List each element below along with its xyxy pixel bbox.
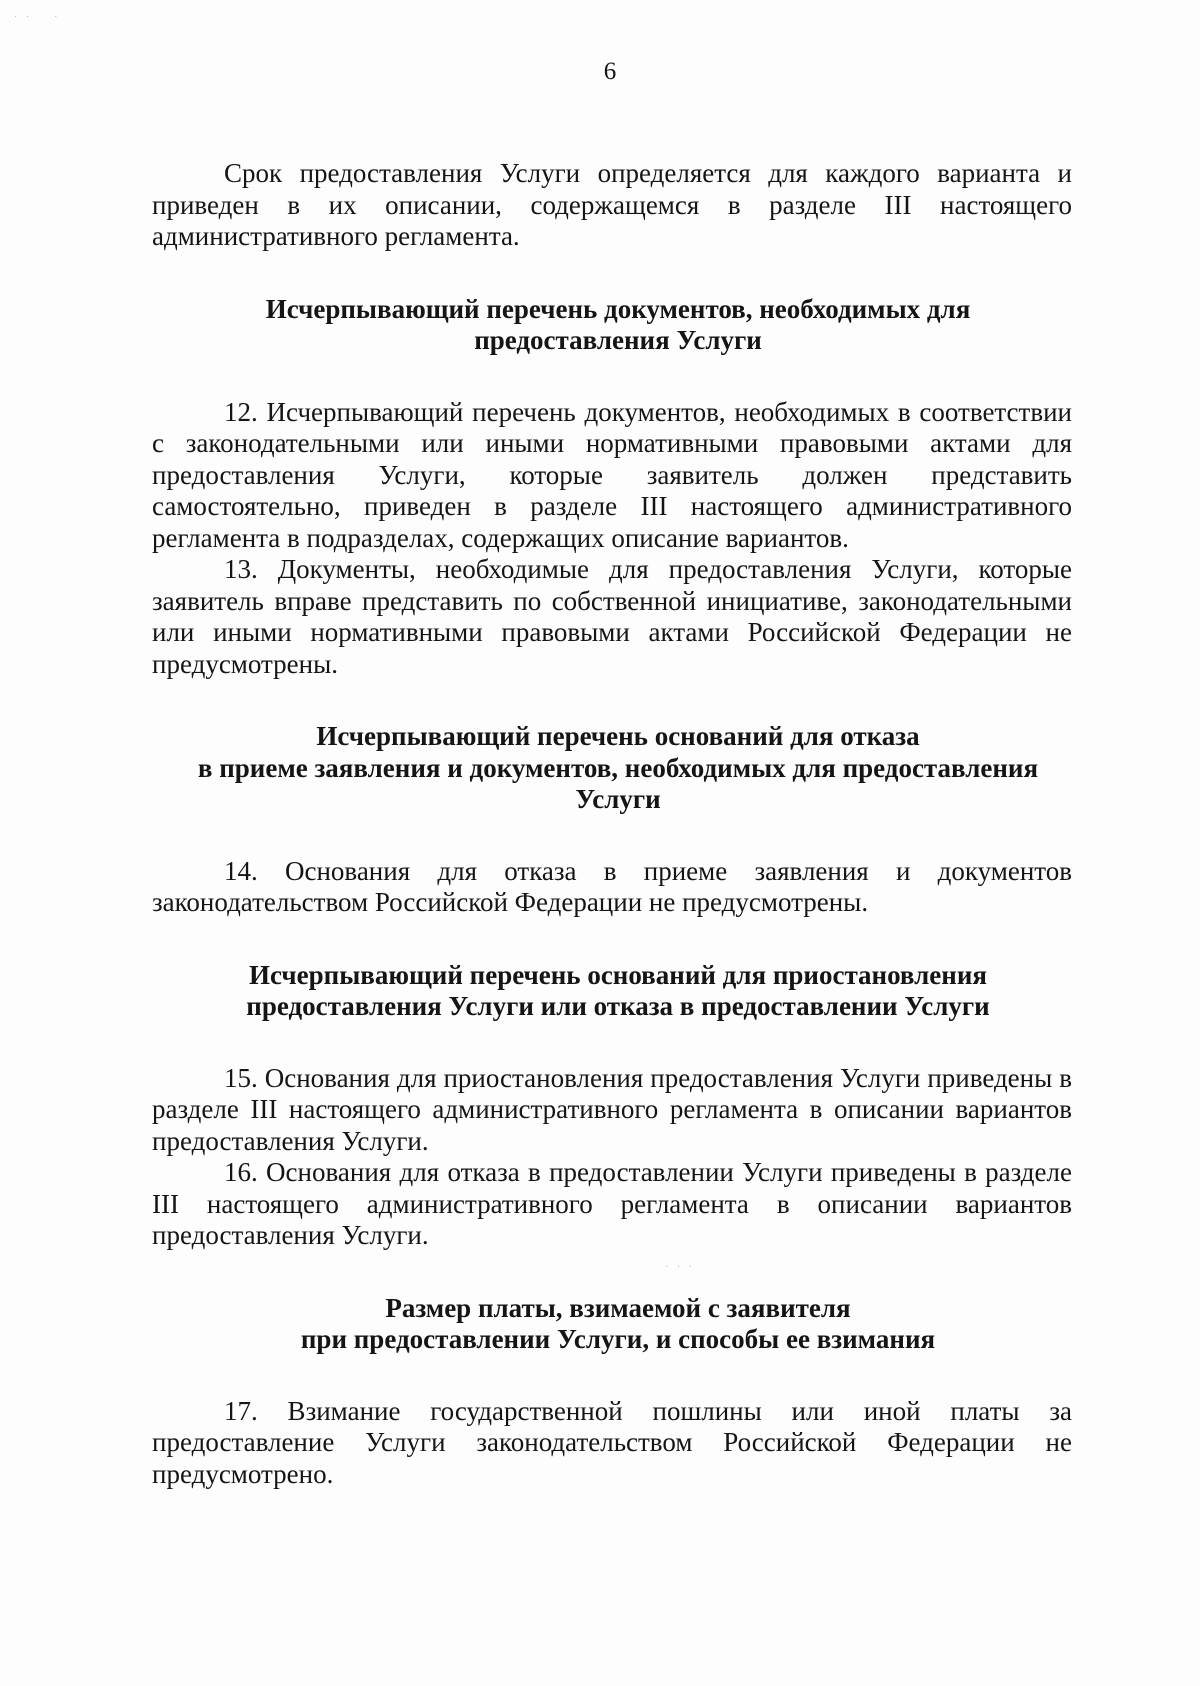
heading-line: предоставления Услуги или отказа в предоставлении Услуги bbox=[246, 991, 990, 1021]
heading-line: Исчерпывающий перечень оснований для отказа bbox=[316, 721, 920, 751]
heading-line: Исчерпывающий перечень документов, необходимых для bbox=[265, 293, 971, 324]
heading-line: в приеме заявления и документов, необходимых для предоставления bbox=[197, 752, 1039, 783]
heading-fee-amount bbox=[152, 1293, 1072, 1356]
paragraph-item-15: 15. Основания для приостановления предоставления Услуги приведены в разделе III настоящего административного регламента в описании вариантов предоставления Услуги. bbox=[152, 1062, 1072, 1156]
document-body bbox=[152, 158, 1072, 1490]
paragraph-item-16: 16. Основания для отказа в предоставлении Услуги приведены в разделе III настоящего административного регламента в описании вариантов предоставления Услуги. bbox=[152, 1157, 1072, 1250]
paragraph-service-term: Срок предоставления Услуги определяется для каждого варианта и приведен в их описании, содержащемся в разделе III настоящего административного регламента. bbox=[152, 158, 1072, 251]
paragraph-item-14: 14. Основания для отказа в приеме заявления и документов законодательством Российской Федерации не предусмотрены. bbox=[152, 855, 1072, 917]
heading-line: Исчерпывающий перечень оснований для приостановления bbox=[248, 959, 988, 990]
heading-line: Размер платы, взимаемой с заявителя bbox=[385, 1292, 851, 1323]
heading-required-documents bbox=[152, 294, 1072, 357]
heading-suspension-or-refusal bbox=[152, 960, 1072, 1023]
paragraph-item-13: 13. Документы, необходимые для предоставления Услуги, которые заявитель вправе представить по собственной инициативе, законодательными или иными нормативными правовыми актами Российской Федерации не предусмотрены. bbox=[152, 554, 1072, 679]
heading-line: предоставления Услуги bbox=[474, 325, 762, 355]
page-number: 6 bbox=[603, 58, 617, 85]
paragraph-item-12: 12. Исчерпывающий перечень документов, необходимых в соответствии с законодательными или иными нормативными правовыми актами для предоставления Услуги, которые заявитель должен представить самостоятельно, приведен в разделе III настоящего административного регламента в подразделах, содержащих описание вариантов. bbox=[152, 396, 1072, 553]
heading-line: при предоставлении Услуги, и способы ее взимания bbox=[300, 1324, 936, 1354]
scan-specks: · · · bbox=[14, 12, 61, 23]
heading-line: Услуги bbox=[575, 784, 661, 814]
paragraph-item-17: 17. Взимание государственной пошлины или иной платы за предоставление Услуги законодательством Российской Федерации не предусмотрено. bbox=[152, 1395, 1072, 1489]
heading-refusal-of-acceptance bbox=[152, 721, 1072, 816]
scan-specks: · · · bbox=[665, 1262, 695, 1273]
